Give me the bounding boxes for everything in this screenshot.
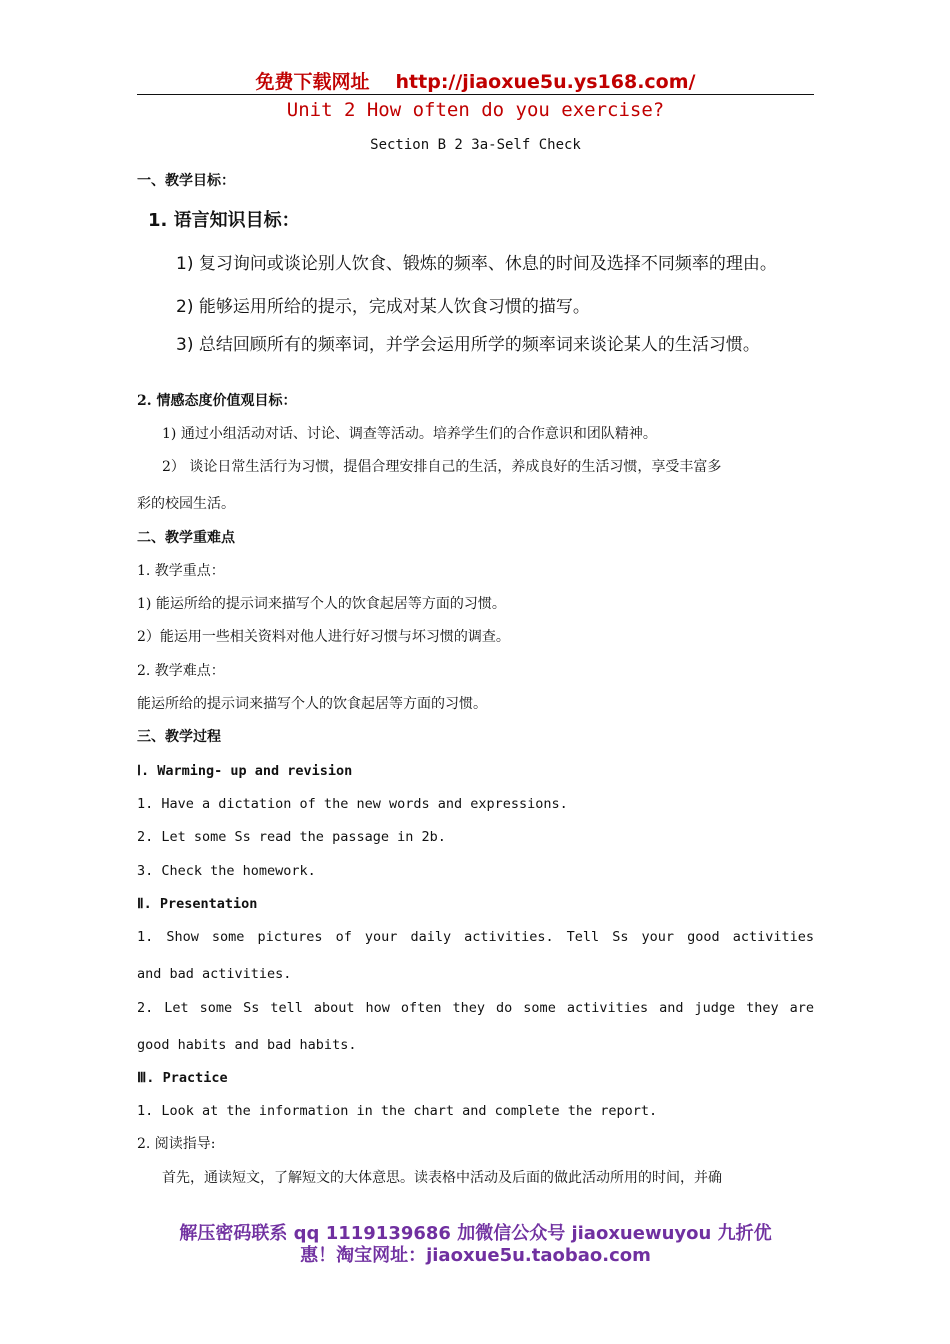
focus-label: 1. 教学重点：: [137, 563, 225, 579]
practice-item: 1. Look at the information in the chart and complete the report.: [137, 1103, 658, 1119]
section-1-heading: 一、教学目标：: [137, 173, 235, 189]
difficulty-label: 2. 教学难点：: [137, 663, 225, 679]
presentation-item-cont: good habits and bad habits.: [137, 1037, 357, 1053]
difficulty-text: 能运所给的提示词来描写个人的饮食起居等方面的习惯。: [137, 696, 487, 712]
lang-goal-item: 1) 复习询问或谈论别人饮食、锻炼的频率、休息的时间及选择不同频率的理由。: [176, 254, 777, 274]
practice-heading: Ⅲ. Practice: [137, 1070, 228, 1086]
warmup-item: 3. Check the homework.: [137, 863, 316, 879]
section-3-heading: 三、教学过程: [137, 729, 221, 745]
footer-shop-link[interactable]: 惠！淘宝网址：jiaoxue5u.taobao.com: [300, 1245, 651, 1266]
section-2-heading: 二、教学重难点: [137, 530, 235, 546]
warmup-heading: Ⅰ. Warming- up and revision: [137, 763, 353, 779]
footer-contact: 解压密码联系 qq 1119139686 加微信公众号 jiaoxuewuyou 九折优: [179, 1223, 772, 1244]
warmup-item: 1. Have a dictation of the new words and expressions.: [137, 796, 568, 812]
page-subtitle: Section B 2 3a-Self Check: [370, 137, 581, 153]
header-divider: [137, 94, 814, 95]
practice-guide-text: 首先，通读短文，了解短文的大体意思。读表格中活动及后面的做此活动所用的时间，并确: [162, 1170, 722, 1186]
presentation-item: 2. Let some Ss tell about how often they do some activities and judge they are: [137, 1000, 814, 1016]
emotion-goal-item-cont: 彩的校园生活。: [137, 496, 235, 512]
lang-goal-item: 3) 总结回顾所有的频率词，并学会运用所学的频率词来谈论某人的生活习惯。: [176, 335, 760, 355]
presentation-heading: Ⅱ. Presentation: [137, 896, 258, 912]
lang-goal-item: 2) 能够运用所给的提示，完成对某人饮食习惯的描写。: [176, 297, 590, 317]
focus-item: 1) 能运所给的提示词来描写个人的饮食起居等方面的习惯。: [137, 596, 506, 612]
header-link[interactable]: [137, 67, 814, 94]
site-url[interactable]: http://jiaoxue5u.ys168.com/: [395, 71, 696, 93]
presentation-item-cont: and bad activities.: [137, 966, 292, 982]
emotion-goal-item: 1) 通过小组活动对话、讨论、调查等活动。培养学生们的合作意识和团队精神。: [162, 426, 657, 442]
warmup-item: 2. Let some Ss read the passage in 2b.: [137, 829, 446, 845]
focus-item: 2）能运用一些相关资料对他人进行好习惯与坏习惯的调查。: [137, 629, 510, 645]
practice-item: 2. 阅读指导:: [137, 1136, 216, 1152]
emotion-goal-heading: 2. 情感态度价值观目标：: [137, 393, 297, 409]
presentation-item: 1. Show some pictures of your daily activities. Tell Ss your good activities: [137, 929, 814, 945]
site-label: 免费下载网址: [255, 71, 370, 93]
lang-goal-heading: 1. 语言知识目标：: [148, 210, 300, 231]
page-title: Unit 2 How often do you exercise?: [286, 99, 665, 121]
emotion-goal-item: 2） 谈论日常生活行为习惯，提倡合理安排自己的生活，养成良好的生活习惯，享受丰富多: [162, 459, 722, 475]
